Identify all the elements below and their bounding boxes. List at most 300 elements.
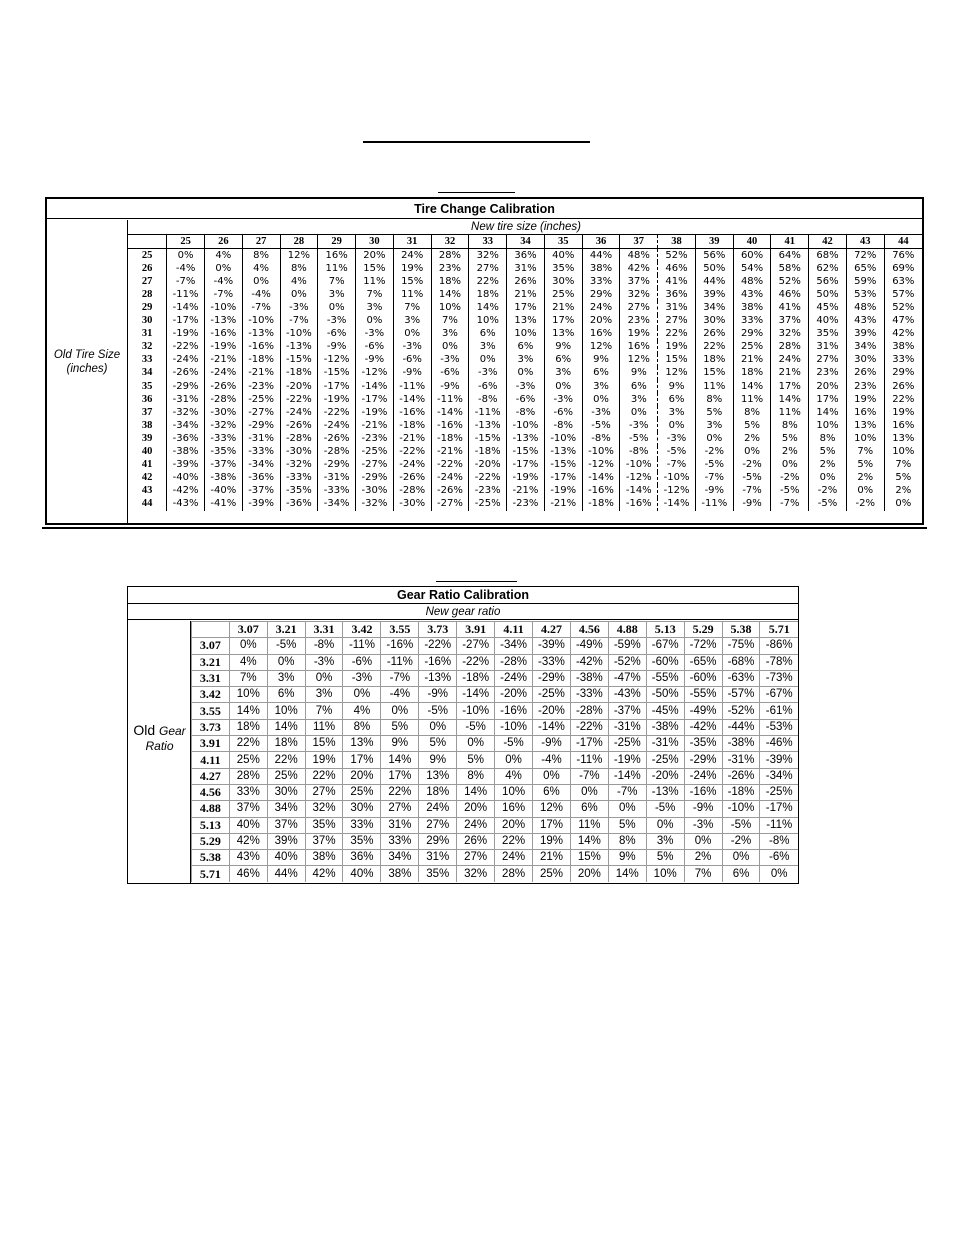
tire-value-cell: -6% xyxy=(431,367,469,380)
gear-value-cell: 9% xyxy=(419,752,457,768)
gear-table-row xyxy=(192,850,799,866)
gear-value-cell: 38% xyxy=(381,866,419,882)
tire-value-cell: 3% xyxy=(431,328,469,341)
tire-value-cell: 6% xyxy=(544,354,582,367)
tire-value-cell: -10% xyxy=(204,301,242,314)
tire-column-header: 36 xyxy=(582,235,620,249)
tire-value-cell: 6% xyxy=(507,341,545,354)
gear-table-row xyxy=(192,817,799,833)
gear-value-cell: 22% xyxy=(495,833,533,849)
gear-value-cell: 0% xyxy=(608,801,646,817)
tire-value-cell: 32% xyxy=(620,288,658,301)
gear-value-cell: 7% xyxy=(305,703,343,719)
tire-table-subtitle: New tire size (inches) xyxy=(128,220,924,235)
gear-value-cell: -29% xyxy=(684,752,722,768)
tire-value-cell: 30% xyxy=(544,275,582,288)
tire-value-cell: -22% xyxy=(280,393,318,406)
tire-value-cell: -14% xyxy=(356,380,394,393)
tire-value-cell: 26% xyxy=(846,367,884,380)
tire-value-cell: -43% xyxy=(167,498,205,511)
tire-value-cell: 19% xyxy=(393,262,431,275)
tire-value-cell: 10% xyxy=(846,432,884,445)
tire-value-cell: 14% xyxy=(771,393,809,406)
gear-value-cell: -5% xyxy=(457,719,495,735)
gear-value-cell: 9% xyxy=(381,736,419,752)
tire-value-cell: -16% xyxy=(620,498,658,511)
tire-value-cell: 43% xyxy=(846,315,884,328)
gear-value-cell: -73% xyxy=(760,670,798,686)
tire-value-cell: 0% xyxy=(895,498,912,510)
tire-value-cell: 12% xyxy=(280,249,318,263)
tire-value-cell: 68% xyxy=(809,249,847,263)
gear-value-cell: 24% xyxy=(495,850,533,866)
tire-value-cell: -24% xyxy=(431,472,469,485)
tire-value-cell: 0% xyxy=(393,328,431,341)
tire-value-cell: -32% xyxy=(204,419,242,432)
tire-value-cell: -14% xyxy=(658,498,696,511)
gear-value-cell: -65% xyxy=(684,654,722,670)
tire-value-cell: -28% xyxy=(204,393,242,406)
tire-value-cell: 54% xyxy=(733,262,771,275)
gear-value-cell: 38% xyxy=(305,850,343,866)
tire-value-cell: -18% xyxy=(242,354,280,367)
tire-value-cell: -15% xyxy=(544,459,582,472)
tire-value-cell: 33% xyxy=(892,354,915,366)
gear-table-row xyxy=(192,719,799,735)
tire-value-cell: -34% xyxy=(242,459,280,472)
tire-value-cell: -14% xyxy=(393,393,431,406)
tire-value-cell: 18% xyxy=(469,288,507,301)
gear-value-cell: 40% xyxy=(267,850,305,866)
tire-value-cell: 0% xyxy=(318,301,356,314)
gear-value-cell: 37% xyxy=(229,801,267,817)
tire-value-cell: -13% xyxy=(242,328,280,341)
gear-value-cell: -24% xyxy=(495,670,533,686)
tire-row-header: 39 xyxy=(128,432,167,445)
tire-row-header: 34 xyxy=(128,367,167,380)
gear-header-row xyxy=(192,622,799,638)
gear-column-header: 3.91 xyxy=(457,622,495,638)
tire-value-cell: 21% xyxy=(507,288,545,301)
tire-value-cell: -3% xyxy=(431,354,469,367)
gear-row-header: 4.11 xyxy=(192,752,230,768)
gear-value-cell: -4% xyxy=(533,752,571,768)
gear-value-cell: 34% xyxy=(267,801,305,817)
gear-value-cell: -18% xyxy=(722,784,760,800)
tire-value-cell: -7% xyxy=(280,315,318,328)
old-gear-label xyxy=(128,722,191,739)
tire-value-cell: 31% xyxy=(809,341,847,354)
tire-value-cell: -2% xyxy=(733,459,771,472)
tire-row-header: 38 xyxy=(128,419,167,432)
gear-value-cell: -4% xyxy=(381,687,419,703)
gear-value-cell: -6% xyxy=(760,850,798,866)
tire-value-cell: -16% xyxy=(242,341,280,354)
tire-value-cell: 0% xyxy=(356,315,394,328)
gear-value-cell: -13% xyxy=(646,784,684,800)
gear-value-cell: -11% xyxy=(760,817,798,833)
gear-value-cell: 13% xyxy=(343,736,381,752)
gear-value-cell: 6% xyxy=(570,801,608,817)
gear-table-row xyxy=(192,654,799,670)
tire-column-header: 41 xyxy=(771,235,809,249)
gear-column-header: 5.71 xyxy=(760,622,798,638)
gear-value-cell: 0% xyxy=(457,736,495,752)
tire-value-cell: -14% xyxy=(582,472,620,485)
gear-value-cell: 42% xyxy=(305,866,343,882)
tire-value-cell: 7% xyxy=(846,446,884,459)
tire-value-cell: 48% xyxy=(620,249,658,263)
gear-column-header: 3.21 xyxy=(267,622,305,638)
tire-value-cell: -8% xyxy=(507,406,545,419)
tire-value-cell: -18% xyxy=(280,367,318,380)
tire-value-cell: -26% xyxy=(167,367,205,380)
tire-value-cell: -10% xyxy=(582,446,620,459)
gear-value-cell: -34% xyxy=(760,768,798,784)
tire-value-cell: 45% xyxy=(809,301,847,314)
tire-value-cell: 44% xyxy=(582,249,620,263)
gear-value-cell: 9% xyxy=(608,850,646,866)
gear-value-cell: -67% xyxy=(646,638,684,654)
tire-value-cell: 8% xyxy=(280,262,318,275)
tire-value-cell: 13% xyxy=(846,419,884,432)
gear-value-cell: 3% xyxy=(646,833,684,849)
tire-value-cell: 4% xyxy=(242,262,280,275)
tire-value-cell: 9% xyxy=(544,341,582,354)
tire-value-cell: 3% xyxy=(469,341,507,354)
tire-value-cell: -2% xyxy=(809,485,847,498)
tire-column-header: 29 xyxy=(318,235,356,249)
tire-value-cell: 13% xyxy=(507,315,545,328)
tire-value-cell: -6% xyxy=(356,341,394,354)
gear-value-cell: 17% xyxy=(381,768,419,784)
gear-row-header: 3.91 xyxy=(192,736,230,752)
tire-value-cell: 6% xyxy=(620,380,658,393)
tire-value-cell: 25% xyxy=(733,341,771,354)
gear-value-cell: -16% xyxy=(381,638,419,654)
tire-row-header: 31 xyxy=(128,328,167,341)
tire-value-cell: -19% xyxy=(204,341,242,354)
tire-value-cell: -17% xyxy=(507,459,545,472)
tire-value-cell: -6% xyxy=(469,380,507,393)
tire-value-cell: 0% xyxy=(733,446,771,459)
gear-row-header: 4.56 xyxy=(192,784,230,800)
gear-table-row xyxy=(192,736,799,752)
gear-column-header: 3.55 xyxy=(381,622,419,638)
tire-value-cell: -4% xyxy=(204,275,242,288)
tire-value-cell: 29% xyxy=(733,328,771,341)
gear-value-cell: 46% xyxy=(229,866,267,882)
tire-value-cell: 9% xyxy=(582,354,620,367)
tire-value-cell: 7% xyxy=(318,275,356,288)
tire-value-cell: 3% xyxy=(544,367,582,380)
tire-value-cell: 48% xyxy=(846,301,884,314)
tire-value-cell: 64% xyxy=(771,249,809,263)
tire-value-cell: 36% xyxy=(658,288,696,301)
tire-table-row xyxy=(128,380,922,393)
tire-value-cell: 59% xyxy=(846,275,884,288)
tire-value-cell: 2% xyxy=(846,472,884,485)
tire-value-cell: 26% xyxy=(695,328,733,341)
tire-value-cell: 3% xyxy=(356,301,394,314)
gear-value-cell: 21% xyxy=(533,850,571,866)
tire-value-cell: -12% xyxy=(318,354,356,367)
gear-column-header: 4.27 xyxy=(533,622,571,638)
tire-value-cell: -29% xyxy=(318,459,356,472)
tire-value-cell: -33% xyxy=(280,472,318,485)
tire-value-cell: 12% xyxy=(582,341,620,354)
gear-value-cell: -44% xyxy=(722,719,760,735)
tire-value-cell: -9% xyxy=(733,498,771,511)
tire-value-cell: -14% xyxy=(431,406,469,419)
gear-value-cell: 17% xyxy=(343,752,381,768)
tire-value-cell: 8% xyxy=(695,393,733,406)
tire-value-cell: 3% xyxy=(695,419,733,432)
gear-value-cell: 3% xyxy=(305,687,343,703)
tire-value-cell: -25% xyxy=(356,446,394,459)
tire-value-cell: 5% xyxy=(846,459,884,472)
tire-value-cell: -22% xyxy=(393,446,431,459)
tire-value-cell: 3% xyxy=(507,354,545,367)
tire-value-cell: 20% xyxy=(809,380,847,393)
tire-value-cell: 14% xyxy=(809,406,847,419)
gear-value-cell: 33% xyxy=(381,833,419,849)
tire-value-cell: 31% xyxy=(658,301,696,314)
tire-value-cell: 50% xyxy=(695,262,733,275)
tire-value-cell: -3% xyxy=(582,406,620,419)
tire-value-cell: 14% xyxy=(733,380,771,393)
tire-value-cell: -29% xyxy=(167,380,205,393)
gear-value-cell: -5% xyxy=(722,817,760,833)
gear-table-row xyxy=(192,703,799,719)
tire-value-cell: 14% xyxy=(431,288,469,301)
gear-column-header: 4.88 xyxy=(608,622,646,638)
gear-value-cell: 26% xyxy=(457,833,495,849)
tire-row-header: 44 xyxy=(128,498,167,511)
ratio-word: Ratio xyxy=(145,739,174,753)
tire-value-cell: 34% xyxy=(695,301,733,314)
gear-value-cell: 15% xyxy=(305,736,343,752)
gear-value-cell: 0% xyxy=(267,654,305,670)
tire-value-cell: 62% xyxy=(809,262,847,275)
tire-column-header: 35 xyxy=(544,235,582,249)
tire-value-cell: 0% xyxy=(469,354,507,367)
gear-table-row xyxy=(192,752,799,768)
tire-value-cell: -5% xyxy=(809,498,847,511)
tire-row-header: 32 xyxy=(128,341,167,354)
tire-value-cell: 19% xyxy=(892,406,915,418)
gear-value-cell: 27% xyxy=(305,784,343,800)
gear-column-header: 5.38 xyxy=(722,622,760,638)
gear-column-header: 3.07 xyxy=(229,622,267,638)
tire-value-cell: -29% xyxy=(242,419,280,432)
tire-value-cell: -8% xyxy=(544,419,582,432)
tire-value-cell: 12% xyxy=(658,367,696,380)
gear-value-cell: 44% xyxy=(267,866,305,882)
tire-value-cell: 30% xyxy=(695,315,733,328)
gear-value-cell: -22% xyxy=(570,719,608,735)
tire-value-cell: -38% xyxy=(204,472,242,485)
tire-column-header: 28 xyxy=(280,235,318,249)
tire-value-cell: -19% xyxy=(318,393,356,406)
tire-column-header: 37 xyxy=(620,235,658,249)
gear-row-header: 3.42 xyxy=(192,687,230,703)
tire-column-header: 32 xyxy=(431,235,469,249)
tire-value-cell: 5% xyxy=(771,432,809,445)
gear-value-cell: 28% xyxy=(229,768,267,784)
tire-value-cell: -27% xyxy=(356,459,394,472)
gear-value-cell: -17% xyxy=(570,736,608,752)
tire-column-header: 42 xyxy=(809,235,847,249)
gear-value-cell: -24% xyxy=(684,768,722,784)
gear-value-cell: -38% xyxy=(570,670,608,686)
tire-value-cell: -18% xyxy=(469,446,507,459)
gear-value-cell: 5% xyxy=(646,850,684,866)
gear-value-cell: -9% xyxy=(533,736,571,752)
tire-table-row xyxy=(128,485,922,498)
tire-value-cell: -3% xyxy=(507,380,545,393)
tire-value-cell: -31% xyxy=(318,472,356,485)
tire-value-cell: -8% xyxy=(582,432,620,445)
gear-value-cell: 31% xyxy=(419,850,457,866)
tire-value-cell: 20% xyxy=(582,315,620,328)
tire-value-cell: -34% xyxy=(318,498,356,511)
tire-value-cell: -7% xyxy=(658,459,696,472)
tire-value-cell: -16% xyxy=(393,406,431,419)
tire-value-cell: 56% xyxy=(809,275,847,288)
tire-value-cell: 11% xyxy=(771,406,809,419)
tire-value-cell: 22% xyxy=(892,393,915,405)
gear-row-header: 3.55 xyxy=(192,703,230,719)
tire-value-cell: 22% xyxy=(695,341,733,354)
tire-value-cell: -23% xyxy=(356,432,394,445)
tire-value-cell: -2% xyxy=(771,472,809,485)
gear-value-cell: -7% xyxy=(570,768,608,784)
gear-column-header: 3.42 xyxy=(343,622,381,638)
gear-value-cell: 28% xyxy=(495,866,533,882)
tire-value-cell: 28% xyxy=(431,249,469,263)
tire-value-cell: -8% xyxy=(620,446,658,459)
tire-value-cell: -6% xyxy=(507,393,545,406)
gear-value-cell: -38% xyxy=(722,736,760,752)
tire-value-cell: 19% xyxy=(620,328,658,341)
tire-value-cell: 20% xyxy=(356,249,394,263)
tire-value-cell: 35% xyxy=(544,262,582,275)
tire-value-cell: 53% xyxy=(846,288,884,301)
tire-table-row xyxy=(128,419,922,432)
tire-row-header: 30 xyxy=(128,315,167,328)
gear-value-cell: 8% xyxy=(343,719,381,735)
tire-value-cell: -17% xyxy=(544,472,582,485)
gear-value-cell: -63% xyxy=(722,670,760,686)
gear-value-cell: 27% xyxy=(381,801,419,817)
tire-table-row xyxy=(128,315,922,328)
tire-value-cell: 6% xyxy=(582,367,620,380)
gear-value-cell: -17% xyxy=(760,801,798,817)
tire-value-cell: 8% xyxy=(809,432,847,445)
tire-value-cell: 46% xyxy=(658,262,696,275)
gear-value-cell: -5% xyxy=(419,703,457,719)
tire-value-cell: -3% xyxy=(393,341,431,354)
tire-value-cell: -12% xyxy=(620,472,658,485)
tire-value-cell: -5% xyxy=(582,419,620,432)
tire-value-cell: 27% xyxy=(469,262,507,275)
gear-value-cell: -27% xyxy=(457,638,495,654)
gear-value-cell: -16% xyxy=(495,703,533,719)
gear-value-cell: 10% xyxy=(229,687,267,703)
gear-value-cell: 34% xyxy=(381,850,419,866)
tire-value-cell: -29% xyxy=(356,472,394,485)
gear-value-cell: 0% xyxy=(722,850,760,866)
tire-value-cell: 40% xyxy=(544,249,582,263)
gear-word: Gear xyxy=(159,724,186,738)
gear-value-cell: 40% xyxy=(343,866,381,882)
tire-value-cell: -4% xyxy=(167,262,205,275)
tire-value-cell: 11% xyxy=(318,262,356,275)
gear-value-cell: 14% xyxy=(229,703,267,719)
tire-value-cell: -23% xyxy=(469,485,507,498)
tire-value-cell: 17% xyxy=(771,380,809,393)
tire-value-cell: 32% xyxy=(469,249,507,263)
gear-value-cell: -8% xyxy=(305,638,343,654)
tire-value-cell: 0% xyxy=(544,380,582,393)
gear-value-cell: -10% xyxy=(722,801,760,817)
gear-value-cell: 29% xyxy=(419,833,457,849)
gear-value-cell: 4% xyxy=(229,654,267,670)
tire-value-cell: 69% xyxy=(892,262,915,274)
tire-value-cell: 0% xyxy=(695,432,733,445)
gear-value-cell: -42% xyxy=(684,719,722,735)
gear-value-cell: 0% xyxy=(419,719,457,735)
gear-value-cell: 15% xyxy=(570,850,608,866)
tire-value-cell: -27% xyxy=(242,406,280,419)
tire-value-cell: -6% xyxy=(544,406,582,419)
tire-value-cell: 4% xyxy=(280,275,318,288)
tire-value-cell: -26% xyxy=(280,419,318,432)
tire-value-cell: 0% xyxy=(431,341,469,354)
tire-column-header: 40 xyxy=(733,235,771,249)
tire-row-header: 33 xyxy=(128,354,167,367)
gear-value-cell: -16% xyxy=(419,654,457,670)
gear-value-cell: 14% xyxy=(570,833,608,849)
tire-value-cell: 23% xyxy=(620,315,658,328)
tire-value-cell: 16% xyxy=(582,328,620,341)
tire-value-cell: 47% xyxy=(892,315,915,327)
tire-value-cell: 27% xyxy=(809,354,847,367)
gear-value-cell: 4% xyxy=(495,768,533,784)
tire-value-cell: -31% xyxy=(242,432,280,445)
tire-value-cell: 0% xyxy=(620,406,658,419)
gear-row-header: 3.07 xyxy=(192,638,230,654)
tire-table-row xyxy=(128,367,922,380)
gear-value-cell: 13% xyxy=(419,768,457,784)
gear-row-header: 5.13 xyxy=(192,817,230,833)
old-tire-size-label: Old Tire Size (inches) xyxy=(53,349,121,375)
gear-value-cell: 33% xyxy=(343,817,381,833)
tire-value-cell: -40% xyxy=(204,485,242,498)
tire-value-cell: 23% xyxy=(431,262,469,275)
gear-value-cell: 43% xyxy=(229,850,267,866)
tire-value-cell: -33% xyxy=(204,432,242,445)
tire-value-cell: -30% xyxy=(356,485,394,498)
tire-value-cell: -23% xyxy=(507,498,545,511)
tire-value-cell: -30% xyxy=(204,406,242,419)
tire-value-cell: -13% xyxy=(469,419,507,432)
tire-row-header: 27 xyxy=(128,275,167,288)
tire-value-cell: 15% xyxy=(393,275,431,288)
tire-value-cell: 3% xyxy=(658,406,696,419)
tire-value-cell: 28% xyxy=(771,341,809,354)
